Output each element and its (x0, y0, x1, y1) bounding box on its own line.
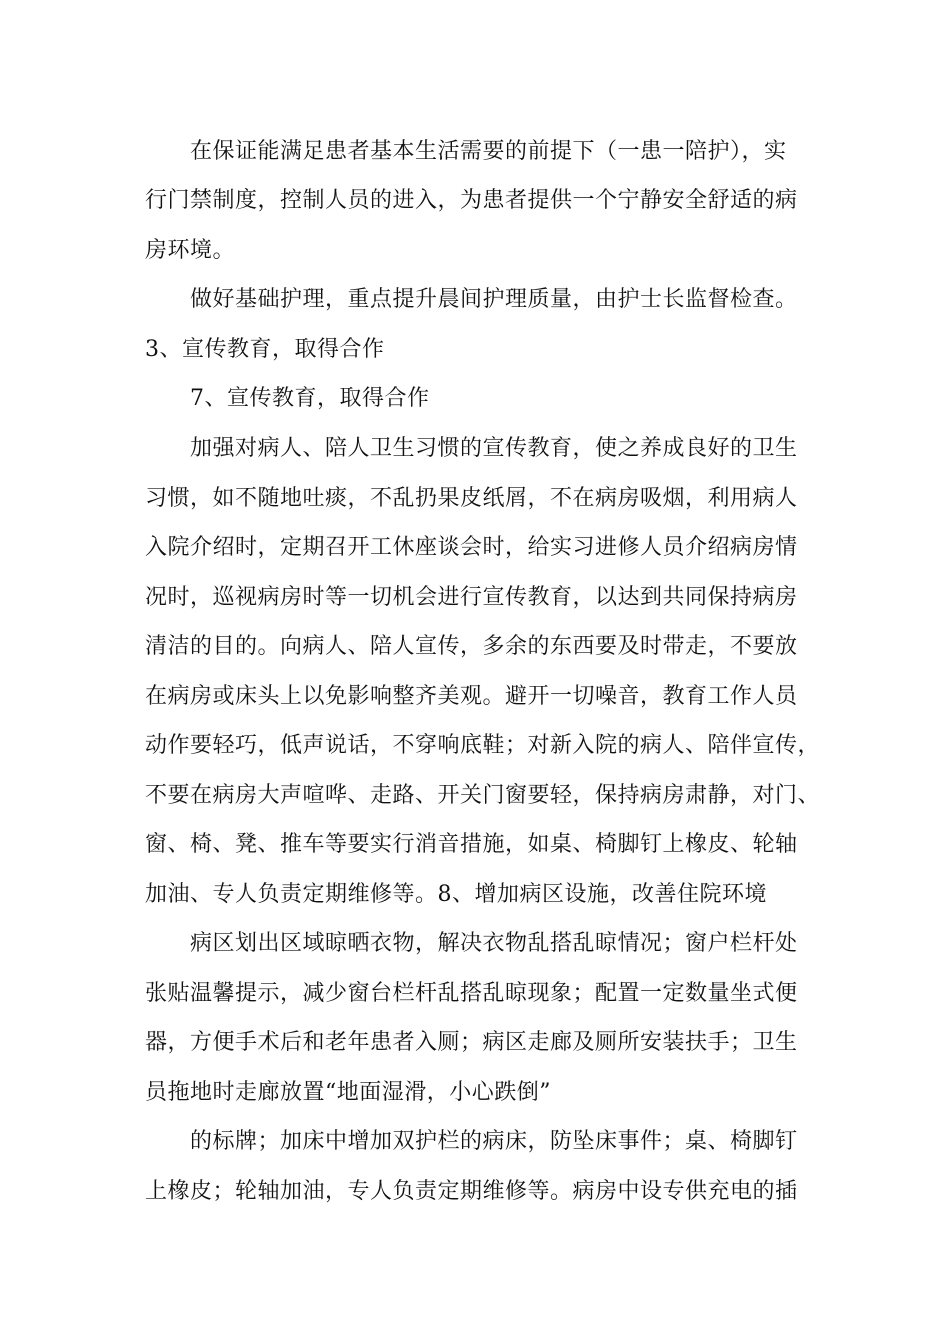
text-line-11: 清洁的目的。向病人、陪人宣传，多余的东西要及时带走，不要放 (145, 634, 798, 659)
text-line-3: 房环境。 (145, 238, 236, 263)
text-line-4: 做好基础护理，重点提升晨间护理质量，由护士长监督检查。 (190, 287, 798, 312)
text-line-19: 器，方便手术后和老年患者入厕；病区走廊及厕所安装扶手；卫生 (145, 1030, 798, 1055)
text-line-10: 况时，巡视病房时等一切机会进行宣传教育，以达到共同保持病房 (145, 585, 798, 610)
text-line-21: 的标牌；加床中增加双护栏的病床，防坠床事件；桌、椅脚钉 (190, 1129, 798, 1154)
text-line-13: 动作要轻巧，低声说话，不穿响底鞋；对新入院的病人、陪伴宣传， (145, 733, 821, 758)
text-line-15: 窗、椅、凳、推车等要实行消音措施，如桌、椅脚钉上橡皮、轮轴 (145, 832, 798, 857)
text-line-16: 加油、专人负责定期维修等。8、增加病区设施，改善住院环境 (145, 882, 767, 907)
text-line-7: 加强对病人、陪人卫生习惯的宣传教育，使之养成良好的卫生 (190, 436, 798, 461)
text-line-12: 在病房或床头上以免影响整齐美观。避开一切噪音，教育工作人员 (145, 684, 798, 709)
text-line-20: 员拖地时走廊放置“地面湿滑，小心跌倒” (145, 1080, 551, 1105)
text-line-18: 张贴温馨提示，减少窗台栏杆乱搭乱晾现象；配置一定数量坐式便 (145, 981, 798, 1006)
text-line-8: 习惯，如不随地吐痰，不乱扔果皮纸屑，不在病房吸烟，利用病人 (145, 486, 798, 511)
text-line-9: 入院介绍时，定期召开工休座谈会时，给实习进修人员介绍病房情 (145, 535, 798, 560)
text-line-1: 在保证能满足患者基本生活需要的前提下（一患一陪护），实 (190, 139, 787, 164)
text-line-17: 病区划出区域晾晒衣物，解决衣物乱搭乱晾情况；窗户栏杆处 (190, 931, 798, 956)
section-heading-7: 7、宣传教育，取得合作 (190, 386, 430, 411)
text-line-14: 不要在病房大声喧哗、走路、开关门窗要轻，保持病房肃静，对门、 (145, 783, 821, 808)
text-line-22: 上橡皮；轮轴加油，专人负责定期维修等。病房中设专供充电的插 (145, 1179, 798, 1204)
text-line-2: 行门禁制度，控制人员的进入，为患者提供一个宁静安全舒适的病 (145, 188, 798, 213)
section-heading-3: 3、宣传教育，取得合作 (145, 337, 385, 362)
